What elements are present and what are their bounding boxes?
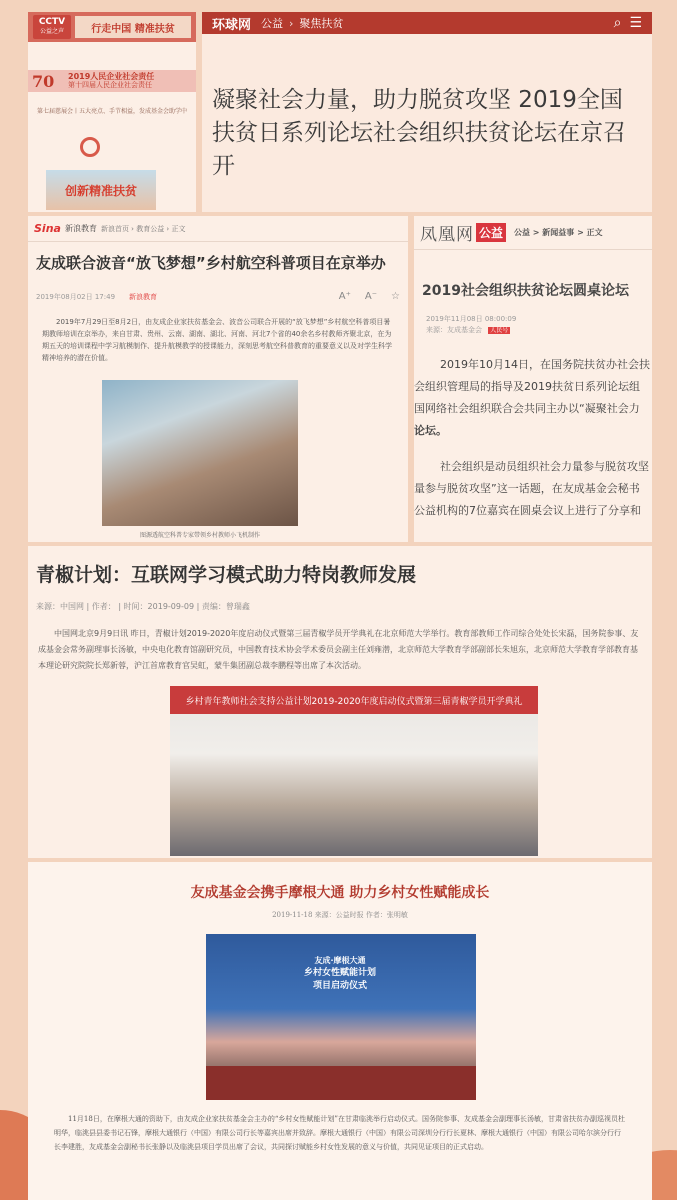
sina-logo[interactable]: Sina (34, 222, 61, 235)
sina-header (28, 216, 408, 242)
menu-icon[interactable]: ☰ (629, 15, 642, 31)
paragraph-line: 社会组织是动员组织社会力量参与脱贫攻坚 (440, 460, 649, 473)
csr-band[interactable] (28, 70, 196, 92)
ifeng-header (414, 216, 652, 250)
breadcrumb[interactable]: 公益 > 新闻益事 > 正文 (514, 228, 603, 237)
article-body: 2019年7月29日至8月2日，由友成企业家扶贫基金会、波音公司联合开展的“放飞梦想”乡村航空科普项目暑期教师培训在京举办，来自甘肃、贵州、云南、湖南、湖北、河南、河北7个省的40余名乡村教师齐聚北京，在为期五天的培训课程中学习航模制作、提升航模教学的授课能力，深刻思考航空科普教育的重要意义以及对学生科学精神培养的潜在价值。 (42, 318, 392, 362)
csr-band-line1: 2019人民企业社会责任 (68, 72, 155, 81)
paragraph-line: 公益机构的7位嘉宾在圆桌会议上进行了分享和 (414, 504, 641, 517)
huanqiu-logo[interactable]: 环球网 (212, 17, 252, 33)
backdrop-line: 友成·摩根大通 (314, 956, 366, 965)
paragraph-line: 会组织管理局的指导及2019扶贫日系列论坛组 (414, 380, 640, 393)
article-meta: 来源：中国网 | 作者： | 时间：2019-09-09 | 责编：曾瑞鑫 (36, 602, 250, 611)
paragraph-line: 2019年10月14日，在国务院扶贫办社会扶 (440, 358, 650, 371)
ifeng-logo[interactable]: 凤凰网 (420, 225, 474, 245)
article-source-text: 来源：友成基金会 (426, 326, 482, 334)
stage-floor (206, 1066, 476, 1100)
article-date: 2019年08月02日 17:49 (36, 292, 116, 301)
huanqiu-navbar (202, 12, 652, 34)
breadcrumb-poverty[interactable]: 聚焦扶贫 (299, 17, 344, 30)
search-icon[interactable]: ⌕ (613, 15, 622, 31)
breadcrumb[interactable]: 新浪首页 › 教育公益 › 正文 (100, 224, 186, 233)
article-date: 2019年11月08日 08:00:09 (426, 315, 517, 323)
article-source-tag[interactable]: 新浪教育 (129, 292, 158, 301)
article-photo (206, 934, 476, 1100)
source-badge[interactable]: 人民号 (490, 327, 509, 334)
cctv-header (28, 12, 196, 42)
article-meta: 2019-11-18 来源：公益时报 作者：张明敏 (272, 911, 408, 919)
breadcrumb-separator: › (289, 16, 294, 30)
article-meta (28, 273, 408, 302)
poverty-poster[interactable]: 创新精准扶贫 (46, 170, 156, 210)
badge-70: 70 (32, 71, 55, 91)
article-photo (170, 686, 538, 856)
cctv-headline[interactable]: 第七届慈展会丨五大亮点、手节相益，发成基金会助学中 (36, 108, 187, 115)
article-body: 11月18日，在摩根大通的资助下，由友成企业家扶贫基金会主办的“乡村女性赋能计划”在甘肃临洮举行启动仪式。国务院参事、友成基金会副理事长汤敏，甘肃省扶贫办副巡视员杜明华，临洮县县委书记石锋，摩根大通银行（中国）有限公司行长等嘉宾出席并致辞。摩根大通银行（中国）有限公司深圳分行行长夏林、摩根大通银行（中国）有限公司哈尔滨分行行长李建胜，友成基金会副秘书长张静以及临洮县项目学员出席了会议，共同探讨赋能乡村女性发展的意义与价值，共同见证项目的正式启动。 (54, 1115, 625, 1151)
photo-caption: 图源透航空科普专家带领乡村教师小飞机制作 (139, 532, 260, 539)
article-title: 凝聚社会力量，助力脱贫攻坚 2019全国扶贫日系列论坛社会组织扶贫论坛在京召开 (212, 87, 626, 179)
font-decrease-icon[interactable]: A⁻ (364, 291, 378, 302)
cctv-banner[interactable]: 行走中国 精准扶贫 (75, 16, 191, 38)
backdrop-line: 乡村女性赋能计划 (303, 968, 376, 978)
paragraph-line: 量参与脱贫攻坚”这一话题，在友成基金会秘书 (414, 482, 640, 495)
article-paragraph-2 (414, 442, 652, 522)
font-increase-icon[interactable]: A⁺ (338, 291, 351, 302)
sina-section[interactable]: 新浪教育 (64, 224, 97, 233)
charity-logo-icon (80, 137, 100, 157)
ifeng-article-panel (414, 216, 652, 542)
article-title: 友成联合波音“放飞梦想”乡村航空科普项目在京举办 (36, 254, 386, 272)
cctv-logo-text: CCTV (38, 17, 66, 27)
ifeng-gongyi-badge[interactable]: 公益 (476, 223, 506, 242)
breadcrumb-gongyi[interactable]: 公益 (261, 17, 284, 30)
nav-icons (614, 15, 642, 31)
favorite-icon[interactable]: ☆ (391, 291, 400, 302)
cctv-logo[interactable] (33, 15, 71, 39)
article-title: 友成基金会携手摩根大通 助力乡村女性赋能成长 (190, 885, 490, 901)
article-source (426, 325, 640, 336)
article-title: 青椒计划：互联网学习模式助力特岗教师发展 (36, 564, 417, 586)
huanqiu-article-panel (202, 12, 652, 212)
paragraph-line: 论坛。 (414, 424, 447, 437)
cctv-logo-subtext: 公益之声 (39, 28, 64, 35)
article-title: 2019社会组织扶贫论坛圆桌论坛 (422, 283, 629, 299)
chinanet-article-panel (28, 546, 652, 858)
gongyi-times-article-panel (28, 862, 652, 1200)
event-backdrop (240, 954, 440, 1014)
article-tools (339, 291, 400, 302)
csr-band-text (68, 73, 192, 89)
article-body: 中国网北京9月9日讯 昨日，青椒计划2019-2020年度启动仪式暨第三届青椒学员开学典礼在北京师范大学举行。教育部教师工作司综合处处长宋磊，国务院参事、友成基金会常务副理事长汤敏，中央电化教育馆副研究员，中国教育技术协会学术委员会副主任刘雍潜，北京师范大学教育学部副部长朱旭东，北京师范大学教育学部教育基本理论研究院院长郑新蓉，沪江首席教育官吴虹，蒙牛集团副总裁李鹏程等出席了本次活动。 (38, 629, 639, 670)
article-photo (102, 380, 298, 526)
sina-article-panel (28, 216, 408, 542)
backdrop-line: 项目启动仪式 (312, 981, 367, 991)
paragraph-line: 国网络社会组织联合会共同主办以“凝聚社会力 (414, 402, 640, 415)
cctv-article-panel (28, 12, 196, 212)
photo-banner-text: 乡村青年教师社会支持公益计划2019-2020年度启动仪式暨第三届青椒学员开学典礼 (170, 686, 538, 714)
article-paragraph-1 (414, 336, 652, 442)
csr-band-line2: 第十四届人民企业社会责任 (68, 81, 152, 89)
article-meta (414, 300, 652, 336)
